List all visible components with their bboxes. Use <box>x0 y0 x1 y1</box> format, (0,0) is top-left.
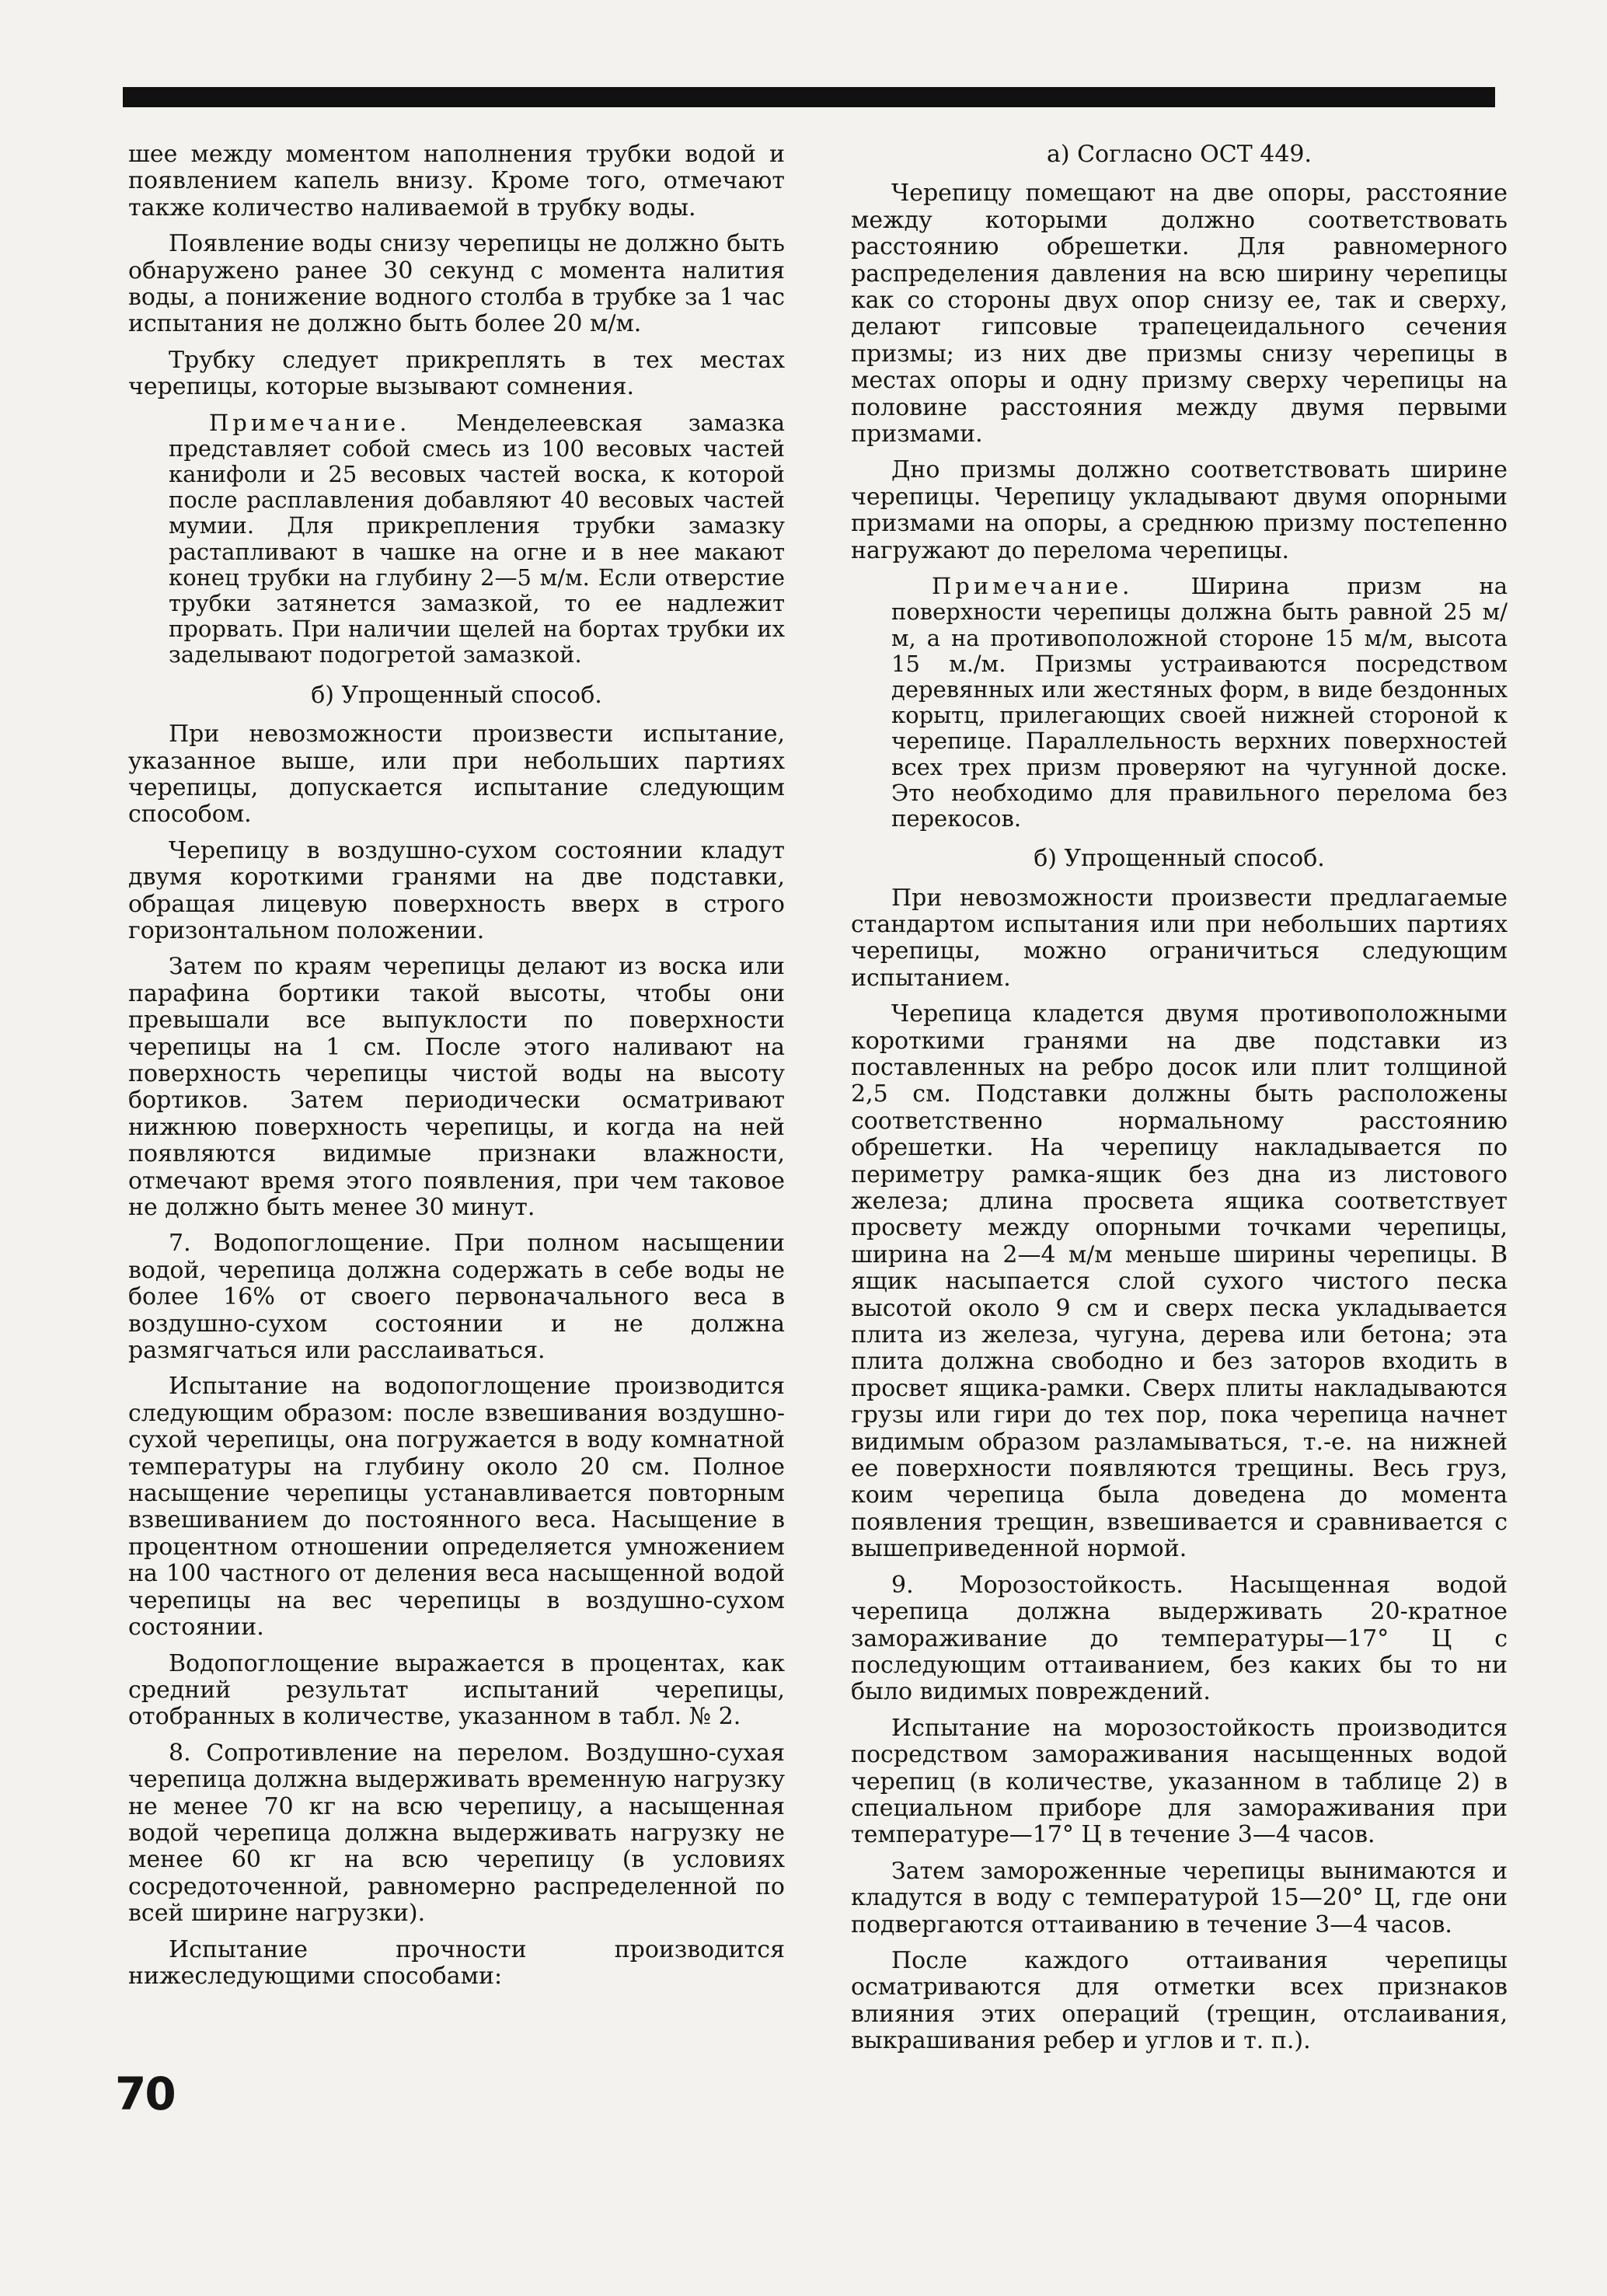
section-heading: а) Согласно ОСТ 449. <box>1046 141 1312 168</box>
note <box>128 410 785 668</box>
paragraph: После каждого оттаивания черепицы осматриваются для отметки всех признаков влияния этих операций (трещин, отслаивания, выкрашивания ребер и углов и т. п.). <box>851 1946 1508 2055</box>
right-column <box>851 141 1508 2064</box>
paragraph: Испытание на водопоглощение производится следующим образом: после взвешивания воздушно-сухой черепицы, она погружается в воду комнатной температуры на глубину около 20 см. Полное насыщение черепицы устанавливается повторным взвешиванием до постоянного веса. Насыщение в процентном отношении определяется умножением на 100 частного от деления веса насыщенной водой черепицы на вес черепицы в воздушно-сухом состоянии. <box>128 1373 785 1642</box>
paragraph: 8. Сопротивление на перелом. Воздушно-сухая черепица должна выдерживать временную нагрузку не менее 70 кг на всю черепицу, а насыщенная водой черепица должна выдерживать нагрузку не менее 60 кг на всю черепицу (в условиях сосредоточенной, равномерно распределенной по всей ширине нагрузки). <box>128 1739 785 1928</box>
paragraph: Черепицу в воздушно-сухом состоянии кладут двумя короткими гранями на две подставки, обращая лицевую поверхность вверх в строго горизонтальном положении. <box>128 836 785 944</box>
paragraph: При невозможности произвести предлагаемые стандартом испытания или при небольших партиях черепицы, можно ограничиться следующим испытанием. <box>851 884 1508 992</box>
paragraph: При невозможности произвести испытание, указанное выше, или при небольших партиях черепицы, допускается испытание следующим способом. <box>128 721 785 829</box>
paragraph: Испытание прочности производится нижеследующими способами: <box>128 1935 785 1990</box>
paragraph: Дно призмы должно соответствовать ширине черепицы. Черепицу укладывают двумя опорными призмами на опоры, а среднюю призму постепенно нагружают до перелома черепицы. <box>851 456 1508 564</box>
note-lead: Примечание. <box>932 573 1134 600</box>
paragraph: шее между моментом наполнения трубки водой и появлением капель внизу. Кроме того, отмечают также количество наливаемой в трубку воды. <box>128 141 785 222</box>
paragraph: Затем по краям черепицы делают из воска или парафина бортики такой высоты, чтобы они превышали все выпуклости по поверхности черепицы на 1 см. После этого наливают на поверхность черепицы чистой воды на высоту бортиков. Затем периодически осматривают нижнюю поверхность черепицы, и когда на ней появляются видимые признаки влажности, отмечают время этого появления, при чем таковое не должно быть менее 30 минут. <box>128 953 785 1221</box>
paragraph: Затем замороженные черепицы вынимаются и кладутся в воду с температурой 15—20° Ц, где они подвергаются оттаиванию в течение 3—4 часов. <box>851 1857 1508 1938</box>
paragraph: Появление воды снизу черепицы не должно быть обнаружено ранее 30 секунд с момента налития воды, а понижение водного столба в трубке за 1 час испытания не должно быть более 20 м/м. <box>128 230 785 338</box>
section-heading: б) Упрощенный способ. <box>1034 845 1325 873</box>
paragraph: 7. Водопоглощение. При полном насыщении водой, черепица должна содержать в себе воды не более 16% от своего первоначального веса в воздушно-сухом состоянии и не должна размягчаться или расслаиваться. <box>128 1230 785 1365</box>
section-heading: б) Упрощенный способ. <box>311 681 602 709</box>
page-number: 70 <box>115 2067 175 2120</box>
top-rule <box>123 87 1495 107</box>
paragraph: Трубку следует прикреплять в тех местах черепицы, которые вызывают сомнения. <box>128 346 785 401</box>
paragraph: 9. Морозостойкость. Насыщенная водой черепица должна выдерживать 20-кратное замораживание до температуры—17° Ц с последующим оттаиванием, без каких бы то ни было видимых повреждений. <box>851 1571 1508 1706</box>
paragraph: Испытание на морозостойкость производится посредством замораживания насыщенных водой черепиц (в количестве, указанном в таблице 2) в специальном приборе для замораживания при температуре—17° Ц в течение 3—4 часов. <box>851 1714 1508 1849</box>
note-lead: Примечание. <box>209 409 411 436</box>
note <box>851 574 1508 832</box>
paragraph: Водопоглощение выражается в процентах, как средний результат испытаний черепицы, отобранных в количестве, указанном в табл. № 2. <box>128 1649 785 1731</box>
note-text: Менделеевская замазка представляет собой смесь из 100 весовых частей канифоли и 25 весовых частей воска, к которой после расплавления добавляют 40 весовых частей мумии. Для прикрепления трубки замазку растапливают в чашке на огне и в нее макают конец трубки на глубину 2—5 м/м. Если отверстие трубки затянется замазкой, то ее надлежит прорвать. При наличии щелей на бортах трубки их заделывают подогретой замазкой. <box>169 409 785 668</box>
paragraph: Черепица кладется двумя противоположными короткими гранями на две подставки из поставленных на ребро досок или плит толщиной 2,5 см. Подставки должны быть расположены соответственно нормальному расстоянию обрешетки. На черепицу накладывается по периметру рамка-ящик без дна из листового железа; длина просвета ящика соответствует просвету между опорными точками черепицы, ширина на 2—4 м/м меньше ширины черепицы. В ящик насыпается слой сухого чистого песка высотой около 9 см и сверх песка укладывается плита из железа, чугуна, дерева или бетона; эта плита должна свободно и без заторов входить в просвет ящика-рамки. Сверх плиты накладываются грузы или гири до тех пор, пока черепица начнет видимым образом разламываться, т.-е. на нижней ее поверхности появляются трещины. Весь груз, коим черепица была доведена до момента появления трещин, взвешивается и сравнивается с вышеприведенной нормой. <box>851 1000 1508 1563</box>
note-text: Ширина призм на поверхности черепицы должна быть равной 25 м/м, а на противоположной стороне 15 м/м, высота 15 м./м. Призмы устраиваются посредством деревянных или жестяных форм, в виде бездонных корытц, прилегающих своей нижней стороной к черепице. Параллельность верхних поверхностей всех трех призм проверяют на чугунной доске. Это необходимо для правильного перелома без перекосов. <box>891 573 1508 832</box>
left-column <box>128 141 785 1999</box>
paragraph: Черепицу помещают на две опоры, расстояние между которыми должно соответствовать расстоянию обрешетки. Для равномерного распределения давления на всю ширину черепицы как со стороны двух опор снизу ее, так и сверху, делают гипсовые трапецеидального сечения призмы; из них две призмы снизу черепицы в местах опоры и одну призму сверху черепицы на половине расстояния между двумя первыми призмами. <box>851 180 1508 448</box>
